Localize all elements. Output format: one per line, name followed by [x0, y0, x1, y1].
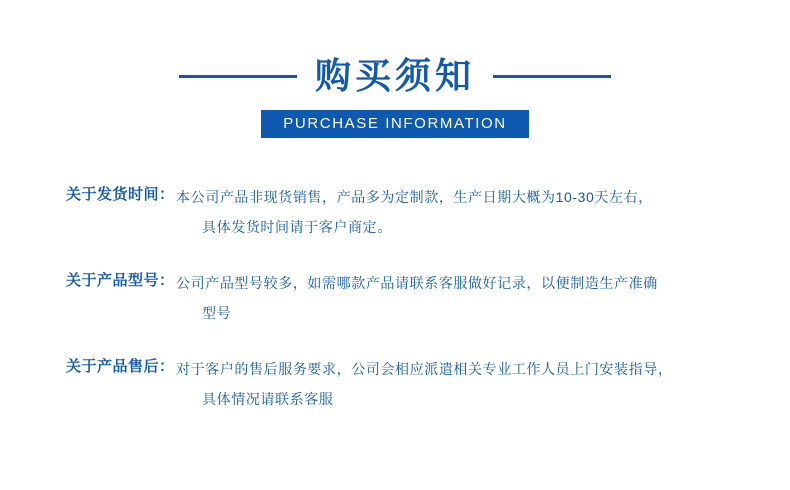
- list-item: [66, 354, 730, 414]
- info-list: [0, 182, 790, 414]
- info-text-line2: 型号: [202, 305, 232, 321]
- title-rule-right: [493, 75, 611, 78]
- info-colon: ：: [159, 358, 175, 375]
- info-text-line1: 对于客户的售后服务要求，公司会相应派遣相关专业工作人员上门安装指导，: [176, 361, 673, 377]
- subtitle-wrap: [0, 110, 790, 138]
- info-text-shipping: [174, 182, 730, 242]
- page-subtitle: PURCHASE INFORMATION: [261, 110, 528, 138]
- title-rule-left: [179, 75, 297, 78]
- info-label-shipping: 关于发货时间: [66, 186, 160, 203]
- list-item: [66, 182, 730, 242]
- info-colon: ：: [159, 186, 175, 203]
- info-text-line2: 具体发货时间请于客户商定。: [202, 219, 392, 235]
- page-header: [0, 0, 790, 138]
- info-text-model: [174, 268, 730, 328]
- list-item: [66, 268, 730, 328]
- info-text-line1: 公司产品型号较多，如需哪款产品请联系客服做好记录，以便制造生产准确: [176, 275, 658, 291]
- info-colon: ：: [159, 272, 175, 289]
- page-title: 购买须知: [314, 55, 475, 96]
- info-label-model: 关于产品型号: [66, 272, 160, 289]
- title-row: [0, 55, 790, 96]
- info-text-line1: 本公司产品非现货销售，产品多为定制款，生产日期大概为10-30天左右，: [176, 189, 653, 205]
- info-text-aftersales: [174, 354, 730, 414]
- info-label-aftersales: 关于产品售后: [66, 358, 160, 375]
- info-text-line2: 具体情况请联系客服: [202, 391, 334, 407]
